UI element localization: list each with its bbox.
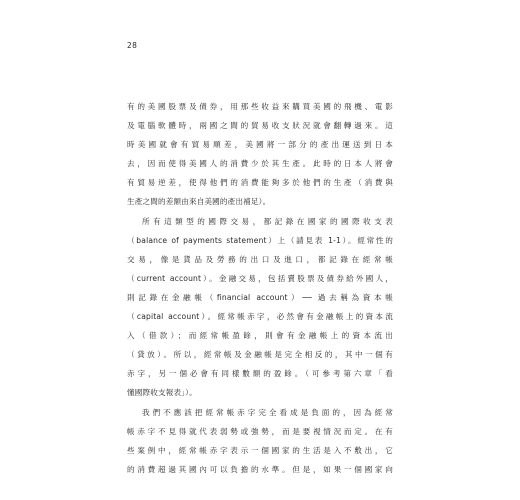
text-line: 帳赤字不見得就代表弱勢或強勢，而是要視情況而定。在有 [127, 426, 393, 436]
text-line: 生產之間的差額由來自美國的產出補足）。 [127, 197, 271, 207]
text-line: 懂國際收支報表」）。 [127, 388, 197, 398]
text-line: 赤字，另一個必會有同樣數額的盈餘。（可參考第六章「看 [127, 369, 393, 379]
text-line: 入（借款）；而經常帳盈餘，則會有金融帳上的資本流出 [127, 331, 393, 341]
text-line: 時美國就會有貿易順差，美國將一部分的產出運送到日本 [127, 140, 393, 150]
text-line: 我們不應該把經常帳赤字完全看成是負面的，因為經常 [142, 407, 393, 417]
text-line: 交易，像是貨品及勞務的出口及進口，都記錄在經常帳 [127, 254, 393, 264]
text-line: 有的美國股票及債券，用那些收益來購買美國的飛機、電影 [127, 102, 393, 111]
text-line: （貸放）。所以，經常帳及金融帳是完全相反的，其中一個有 [127, 350, 393, 360]
text-line: （capital account）。經常帳赤字，必然會有金融帳上的資本流 [127, 312, 393, 322]
text-line: 些案例中，經常帳赤字表示一個國家的生活是入不敷出，它 [127, 445, 393, 455]
body-text [127, 97, 393, 479]
text-line: 去，因而使得美國人的消費少於其生產。此時的日本人將會 [127, 159, 393, 169]
text-line: 有貿易逆差，使得他們的消費能夠多於他們的生產（消費與 [127, 178, 393, 188]
text-line: 則記錄在金融帳（financial account）── 過去稱為資本帳 [127, 292, 393, 302]
text-line: （current account）。金融交易，包括賣股票及債券給外國人， [127, 273, 393, 283]
text-line: （balance of payments statement）上（請見表 1-1）。經常性的 [127, 235, 393, 245]
page-number: 28 [127, 41, 138, 50]
text-line: 的消費超過其國內可以負擔的水準。但是，如果一個國家向 [127, 464, 393, 474]
text-line: 及電腦軟體時，兩國之間的貿易收支狀況就會翻轉過來。這 [127, 121, 393, 131]
text-line: 所有這類型的國際交易，都記錄在國家的國際收支表 [142, 216, 393, 226]
